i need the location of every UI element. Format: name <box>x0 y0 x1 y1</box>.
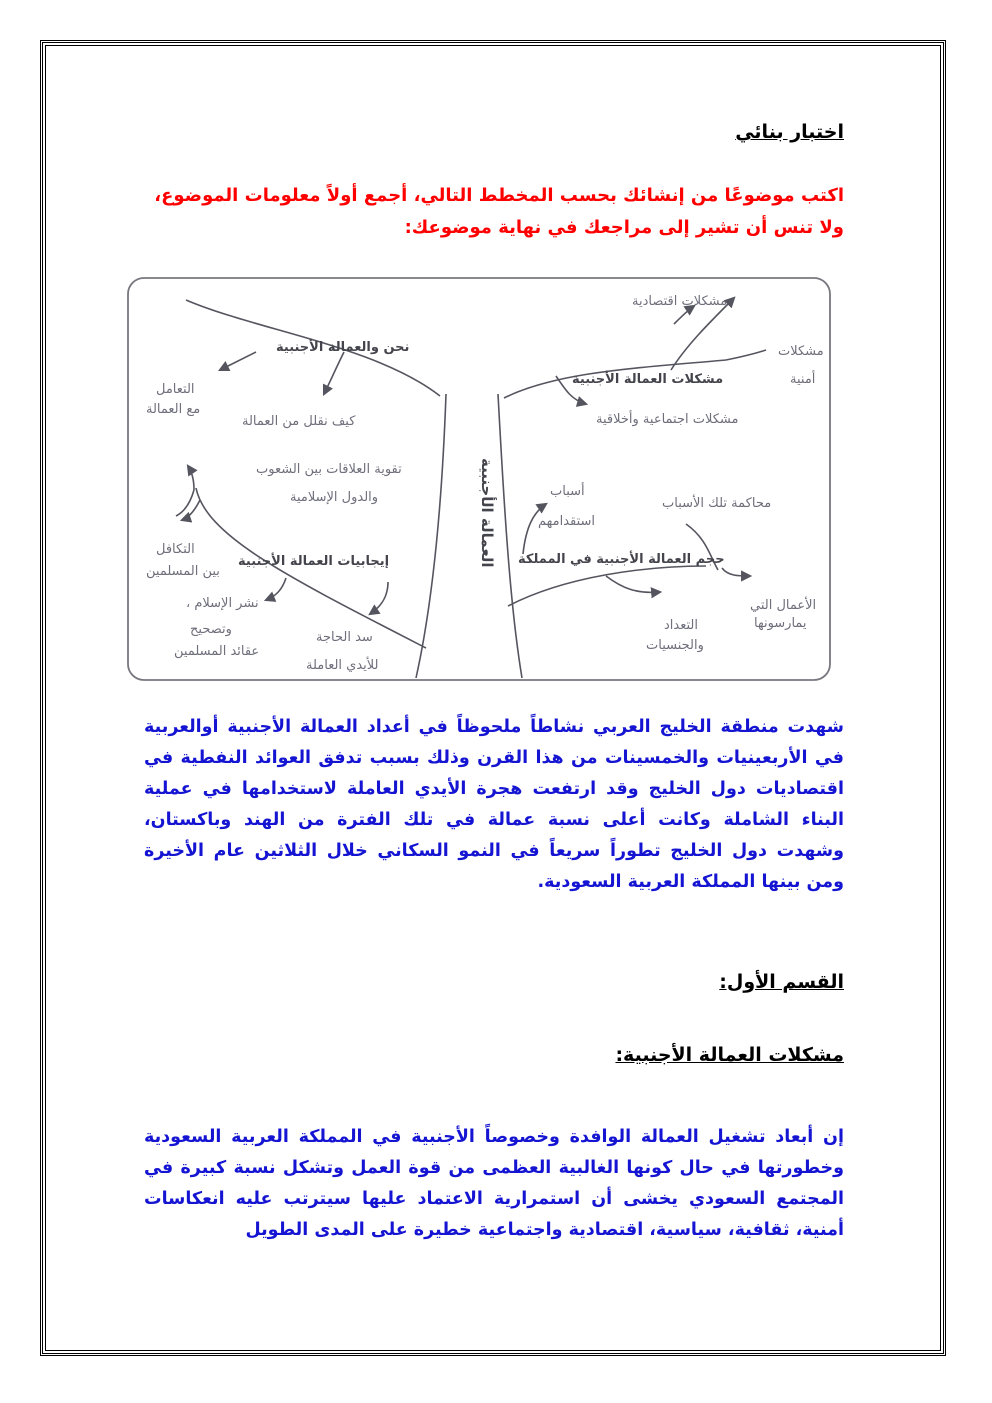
arrow-left-up <box>188 466 194 490</box>
label-strengthen-1: تقوية العلاقات بين الشعوب <box>256 462 402 477</box>
arrow-solidarity-tail <box>176 490 194 516</box>
label-fill-need-2: للأيدي العاملة <box>306 658 379 673</box>
arrow-census <box>606 576 660 592</box>
label-reasons-1: أسباب <box>550 484 585 499</box>
arrow-need <box>370 582 388 614</box>
mind-map-diagram <box>126 276 832 682</box>
page-title: اختبار بنائي <box>735 121 844 143</box>
label-evaluate-reasons: محاكمة تلك الأسباب <box>662 496 772 511</box>
arrow-security-line <box>726 350 766 360</box>
label-dealing-2: مع العمالة <box>146 402 201 417</box>
arrow-dealing <box>220 352 256 370</box>
label-strengthen-2: والدول الإسلامية <box>290 490 379 505</box>
label-security-problems-1: مشكلات <box>778 344 824 359</box>
label-branch-we: نحن والعمالة الأجنبية <box>276 340 410 355</box>
section-one-heading: القسم الأول: <box>719 971 844 993</box>
label-spread-islam-2: وتصحيح <box>190 622 232 637</box>
arrow-reduce <box>324 352 344 394</box>
label-branch-positives: إيجابيات العمالة الأجنبية <box>238 554 390 569</box>
label-branch-problems: مشكلات العمالة الأجنبية <box>572 372 724 387</box>
label-reasons-2: استقدامهم <box>538 514 596 529</box>
arrow-spread-islam <box>266 578 286 600</box>
label-spread-islam-3: عقائد المسلمين <box>174 644 260 659</box>
label-branch-size: حجم العمالة الأجنبية في المملكة <box>518 552 725 567</box>
label-dealing-1: التعامل <box>156 382 195 397</box>
label-jobs-2: يمارسونها <box>754 616 807 631</box>
label-jobs-1: الأعمال التي <box>750 598 817 613</box>
label-fill-need-1: سد الحاجة <box>316 630 373 645</box>
label-spread-islam-1: نشر الإسلام ، <box>186 596 259 611</box>
center-label: العمالة الأجنبية <box>478 458 496 568</box>
problems-subheading: مشكلات العمالة الأجنبية: <box>615 1044 844 1066</box>
arrow-jobs <box>722 568 750 576</box>
label-solidarity-2: بين المسلمين <box>146 564 220 579</box>
label-solidarity-1: التكافل <box>156 542 195 557</box>
branch-line-size <box>508 566 706 606</box>
label-security-problems-2: أمنية <box>790 372 816 387</box>
label-census-2: والجنسيات <box>646 638 704 653</box>
intro-paragraph: شهدت منطقة الخليج العربي نشاطاً ملحوظاً في أعداد العمالة الأجنبية أوالعربية في الأربعينيات والخمسينات من هذا القرن وذلك بسبب تدفق العوائد النفطية في اقتصاديات دول الخليج وقد ارتفعت هجرة الأيدي العاملة لاستخدامها في عملية البناء الشاملة وكانت أعلى نسبة عمالة في تلك الفترة من الهند وباكستان، وشهدت دول الخليج تطوراً سريعاً في النمو السكاني خلال الثلاثين عام الأخيرة ومن بينها المملكة العربية السعودية. <box>144 717 844 892</box>
trunk-line-right <box>498 394 522 678</box>
label-reduce-workers: كيف نقلل من العمالة <box>242 414 356 429</box>
trunk-line-left <box>416 394 446 678</box>
label-census-1: التعداد <box>664 618 698 633</box>
instructions-text: اكتب موضوعًا من إنشائك بحسب المخطط التالي، أجمع أولاً معلومات الموضوع، ولا تنس أن تشير إلى مراجعك في نهاية موضوعك: <box>154 185 844 238</box>
problems-paragraph: إن أبعاد تشغيل العمالة الوافدة وخصوصاً الأجنبية في المملكة العربية السعودية وخطورتها في حال كونها الغالبية العظمى من قوة العمل وتشكل نسبة كبيرة في المجتمع السعودي يخشى أن استمرارية الاعتماد عليها سيترتب عليه انعكاسات أمنية، ثقافية، سياسية، اقتصادية واجتماعية خطيرة على المدى الطويل <box>144 1127 844 1240</box>
label-economic-problems: مشكلات اقتصادية <box>632 294 728 309</box>
label-social-problems: مشكلات اجتماعية وأخلاقية <box>596 412 739 427</box>
